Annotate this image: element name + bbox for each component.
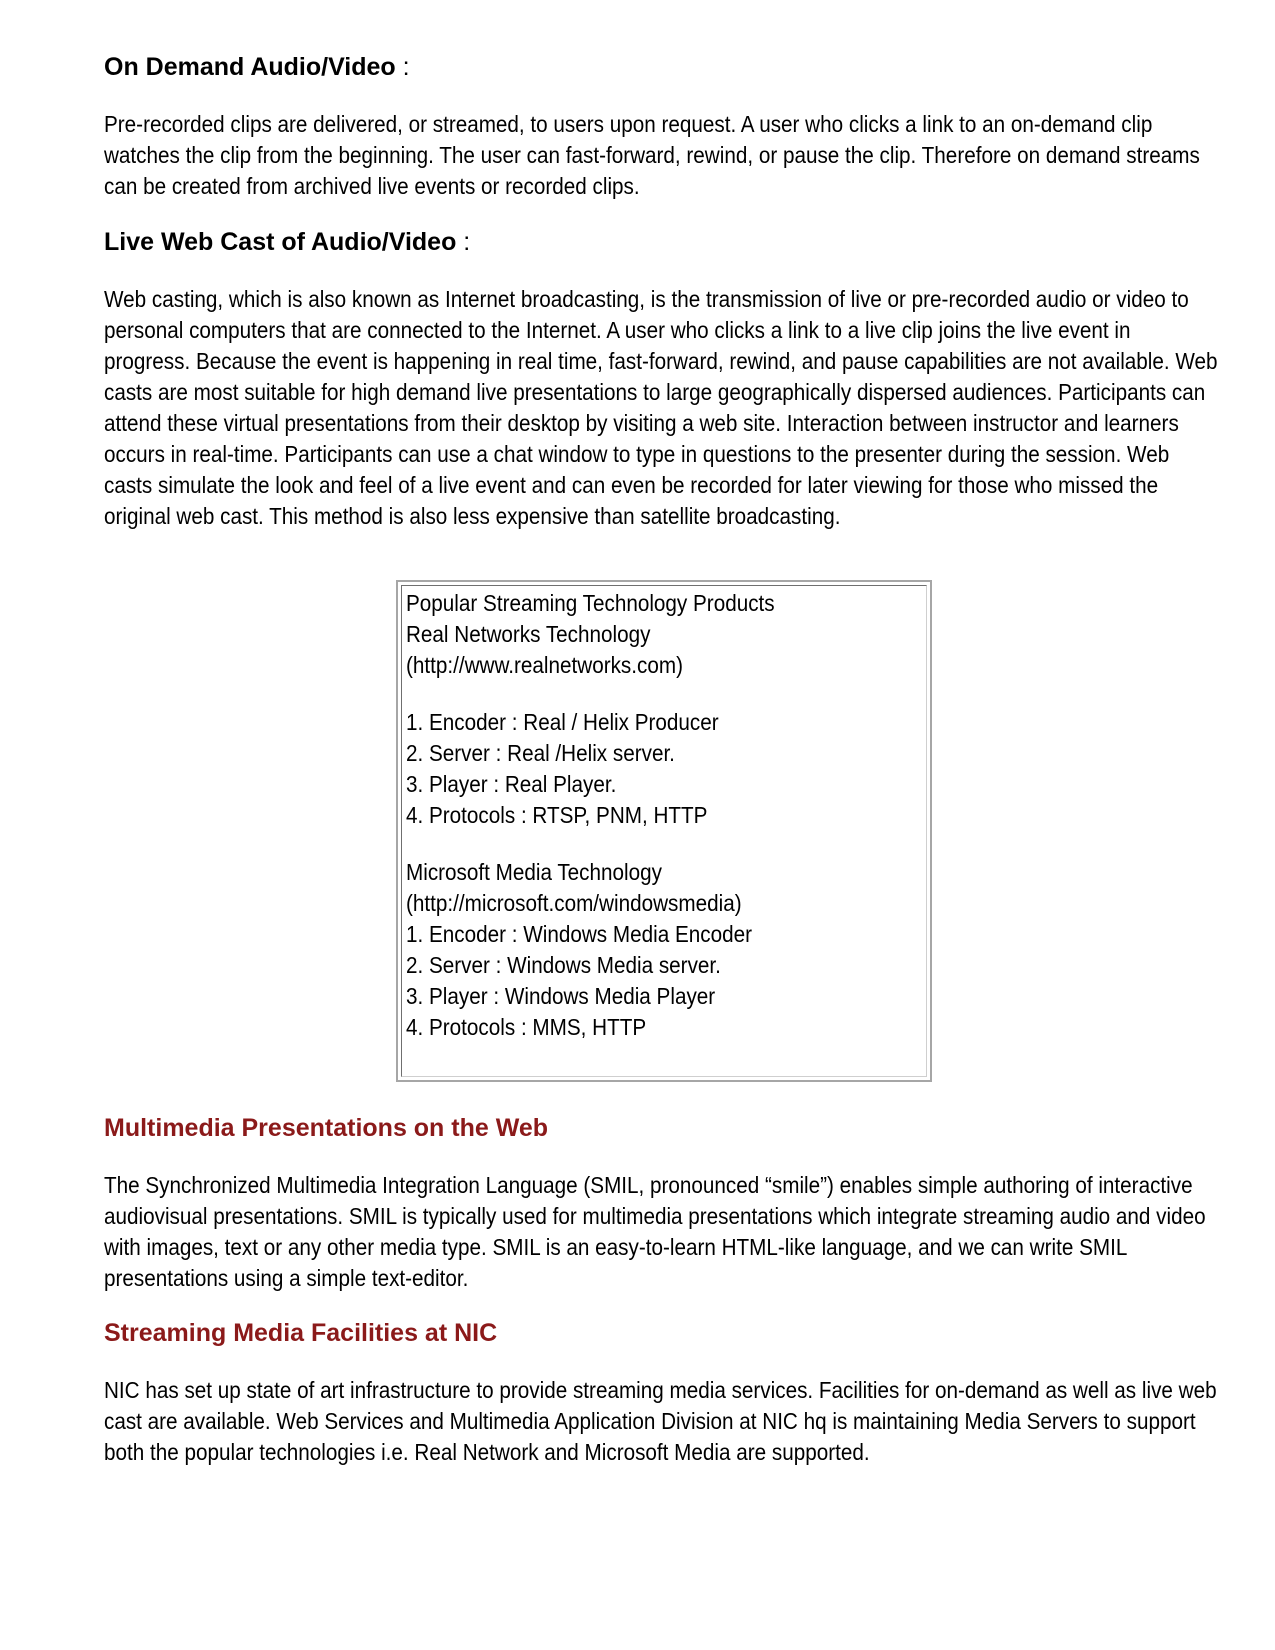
streaming-products-box	[396, 580, 932, 1082]
real-networks-url: (http://www.realnetworks.com)	[406, 652, 683, 678]
on-demand-title: On Demand Audio/Video	[104, 53, 396, 81]
real-item-protocols: 4. Protocols : RTSP, PNM, HTTP	[406, 802, 708, 828]
live-web-cast-colon: :	[456, 228, 471, 256]
on-demand-colon: :	[395, 53, 410, 81]
nic-paragraph: NIC has set up state of art infrastructure to provide streaming media services. Facilities for on-demand as well as live web cast are available. Web Services and Multimedia Application Division at NIC hq is maintaining Media Servers to support both the popular technologies i.e. Real Network and Microsoft Media are supported.	[104, 1377, 1217, 1465]
box-spacer	[406, 681, 922, 707]
on-demand-paragraph: Pre-recorded clips are delivered, or streamed, to users upon request. A user who clicks a link to an on-demand clip watches the clip from the beginning. The user can fast-forward, rewind, or pause the clip. Therefore on demand streams can be created from archived live events or recorded clips.	[104, 111, 1200, 199]
microsoft-item-server: 2. Server : Windows Media server.	[406, 952, 721, 978]
real-item-player: 3. Player : Real Player.	[406, 771, 617, 797]
live-web-cast-paragraph: Web casting, which is also known as Internet broadcasting, is the transmission of live or pre-recorded audio or video to personal computers that are connected to the Internet. A user who clicks a link to a live clip joins the live event in progress. Because the event is happening in real time, fast-forward, rewind, and pause capabilities are not available. Web casts are most suitable for high demand live presentations to large geographically dispersed audiences. Participants can attend these virtual presentations from their desktop by visiting a web site. Interaction between instructor and learners occurs in real-time. Participants can use a chat window to type in questions to the presenter during the session. Web casts simulate the look and feel of a live event and can even be recorded for later viewing for those who missed the original web cast. This method is also less expensive than satellite broadcasting.	[104, 286, 1218, 529]
box-spacer	[406, 831, 922, 857]
microsoft-item-player: 3. Player : Windows Media Player	[406, 983, 716, 1009]
microsoft-media-name: Microsoft Media Technology	[406, 859, 662, 885]
microsoft-media-url: (http://microsoft.com/windowsmedia)	[406, 890, 742, 916]
live-web-cast-heading	[104, 227, 470, 257]
real-item-server: 2. Server : Real /Helix server.	[406, 740, 675, 766]
streaming-products-box-inner	[401, 585, 927, 1077]
nic-heading: Streaming Media Facilities at NIC	[104, 1319, 498, 1347]
multimedia-paragraph: The Synchronized Multimedia Integration Language (SMIL, pronounced “smile”) enables simple authoring of interactive audiovisual presentations. SMIL is typically used for multimedia presentations which integrate streaming audio and video with images, text or any other media type. SMIL is an easy-to-learn HTML-like language, and we can write SMIL presentations using a simple text-editor.	[104, 1172, 1206, 1291]
products-box-title: Popular Streaming Technology Products	[406, 590, 775, 616]
on-demand-heading	[104, 52, 410, 82]
microsoft-item-protocols: 4. Protocols : MMS, HTTP	[406, 1014, 647, 1040]
microsoft-item-encoder: 1. Encoder : Windows Media Encoder	[406, 921, 752, 947]
real-networks-name: Real Networks Technology	[406, 621, 651, 647]
multimedia-heading: Multimedia Presentations on the Web	[104, 1114, 549, 1142]
real-item-encoder: 1. Encoder : Real / Helix Producer	[406, 709, 719, 735]
live-web-cast-title: Live Web Cast of Audio/Video	[104, 228, 457, 256]
